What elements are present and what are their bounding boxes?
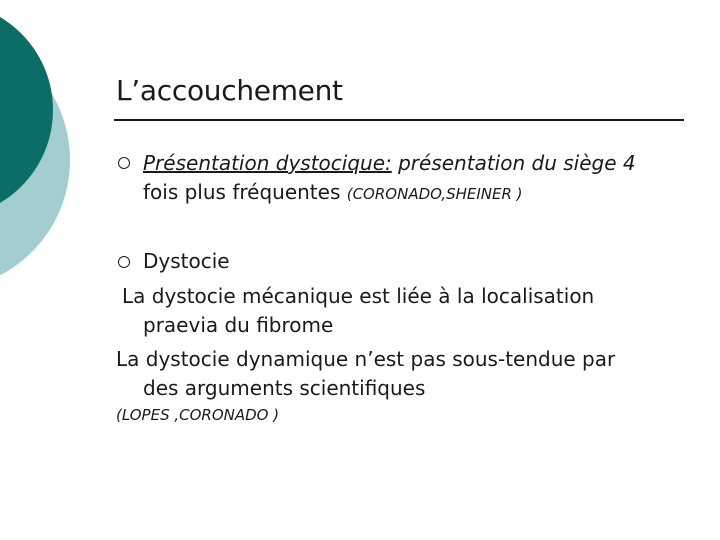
item-1-line-2	[143, 180, 523, 204]
slide-title: L’accouchement	[116, 74, 343, 107]
decorative-circles	[0, 0, 80, 300]
title-underline	[114, 119, 684, 121]
item-1-text: présentation du siège 4	[391, 151, 636, 175]
bullet-icon	[118, 256, 130, 268]
item-1-lead: Présentation dystocique:	[143, 151, 392, 175]
item-1-reference: (CORONADO,SHEINER )	[346, 185, 523, 203]
bullet-icon	[118, 157, 130, 169]
item-2-reference: (LOPES ,CORONADO )	[116, 406, 280, 424]
item-2-line-2: praevia du fibrome	[143, 313, 334, 337]
item-2-line-1: La dystocie mécanique est liée à la localisation	[122, 284, 595, 308]
item-2-line-3: La dystocie dynamique n’est pas sous-tendue par	[116, 347, 616, 371]
item-2-lead: Dystocie	[143, 249, 230, 273]
item-2-line-4: des arguments scientifiques	[143, 376, 426, 400]
item-1-line-1	[143, 151, 636, 175]
item-1-continuation: fois plus fréquentes	[143, 180, 347, 204]
